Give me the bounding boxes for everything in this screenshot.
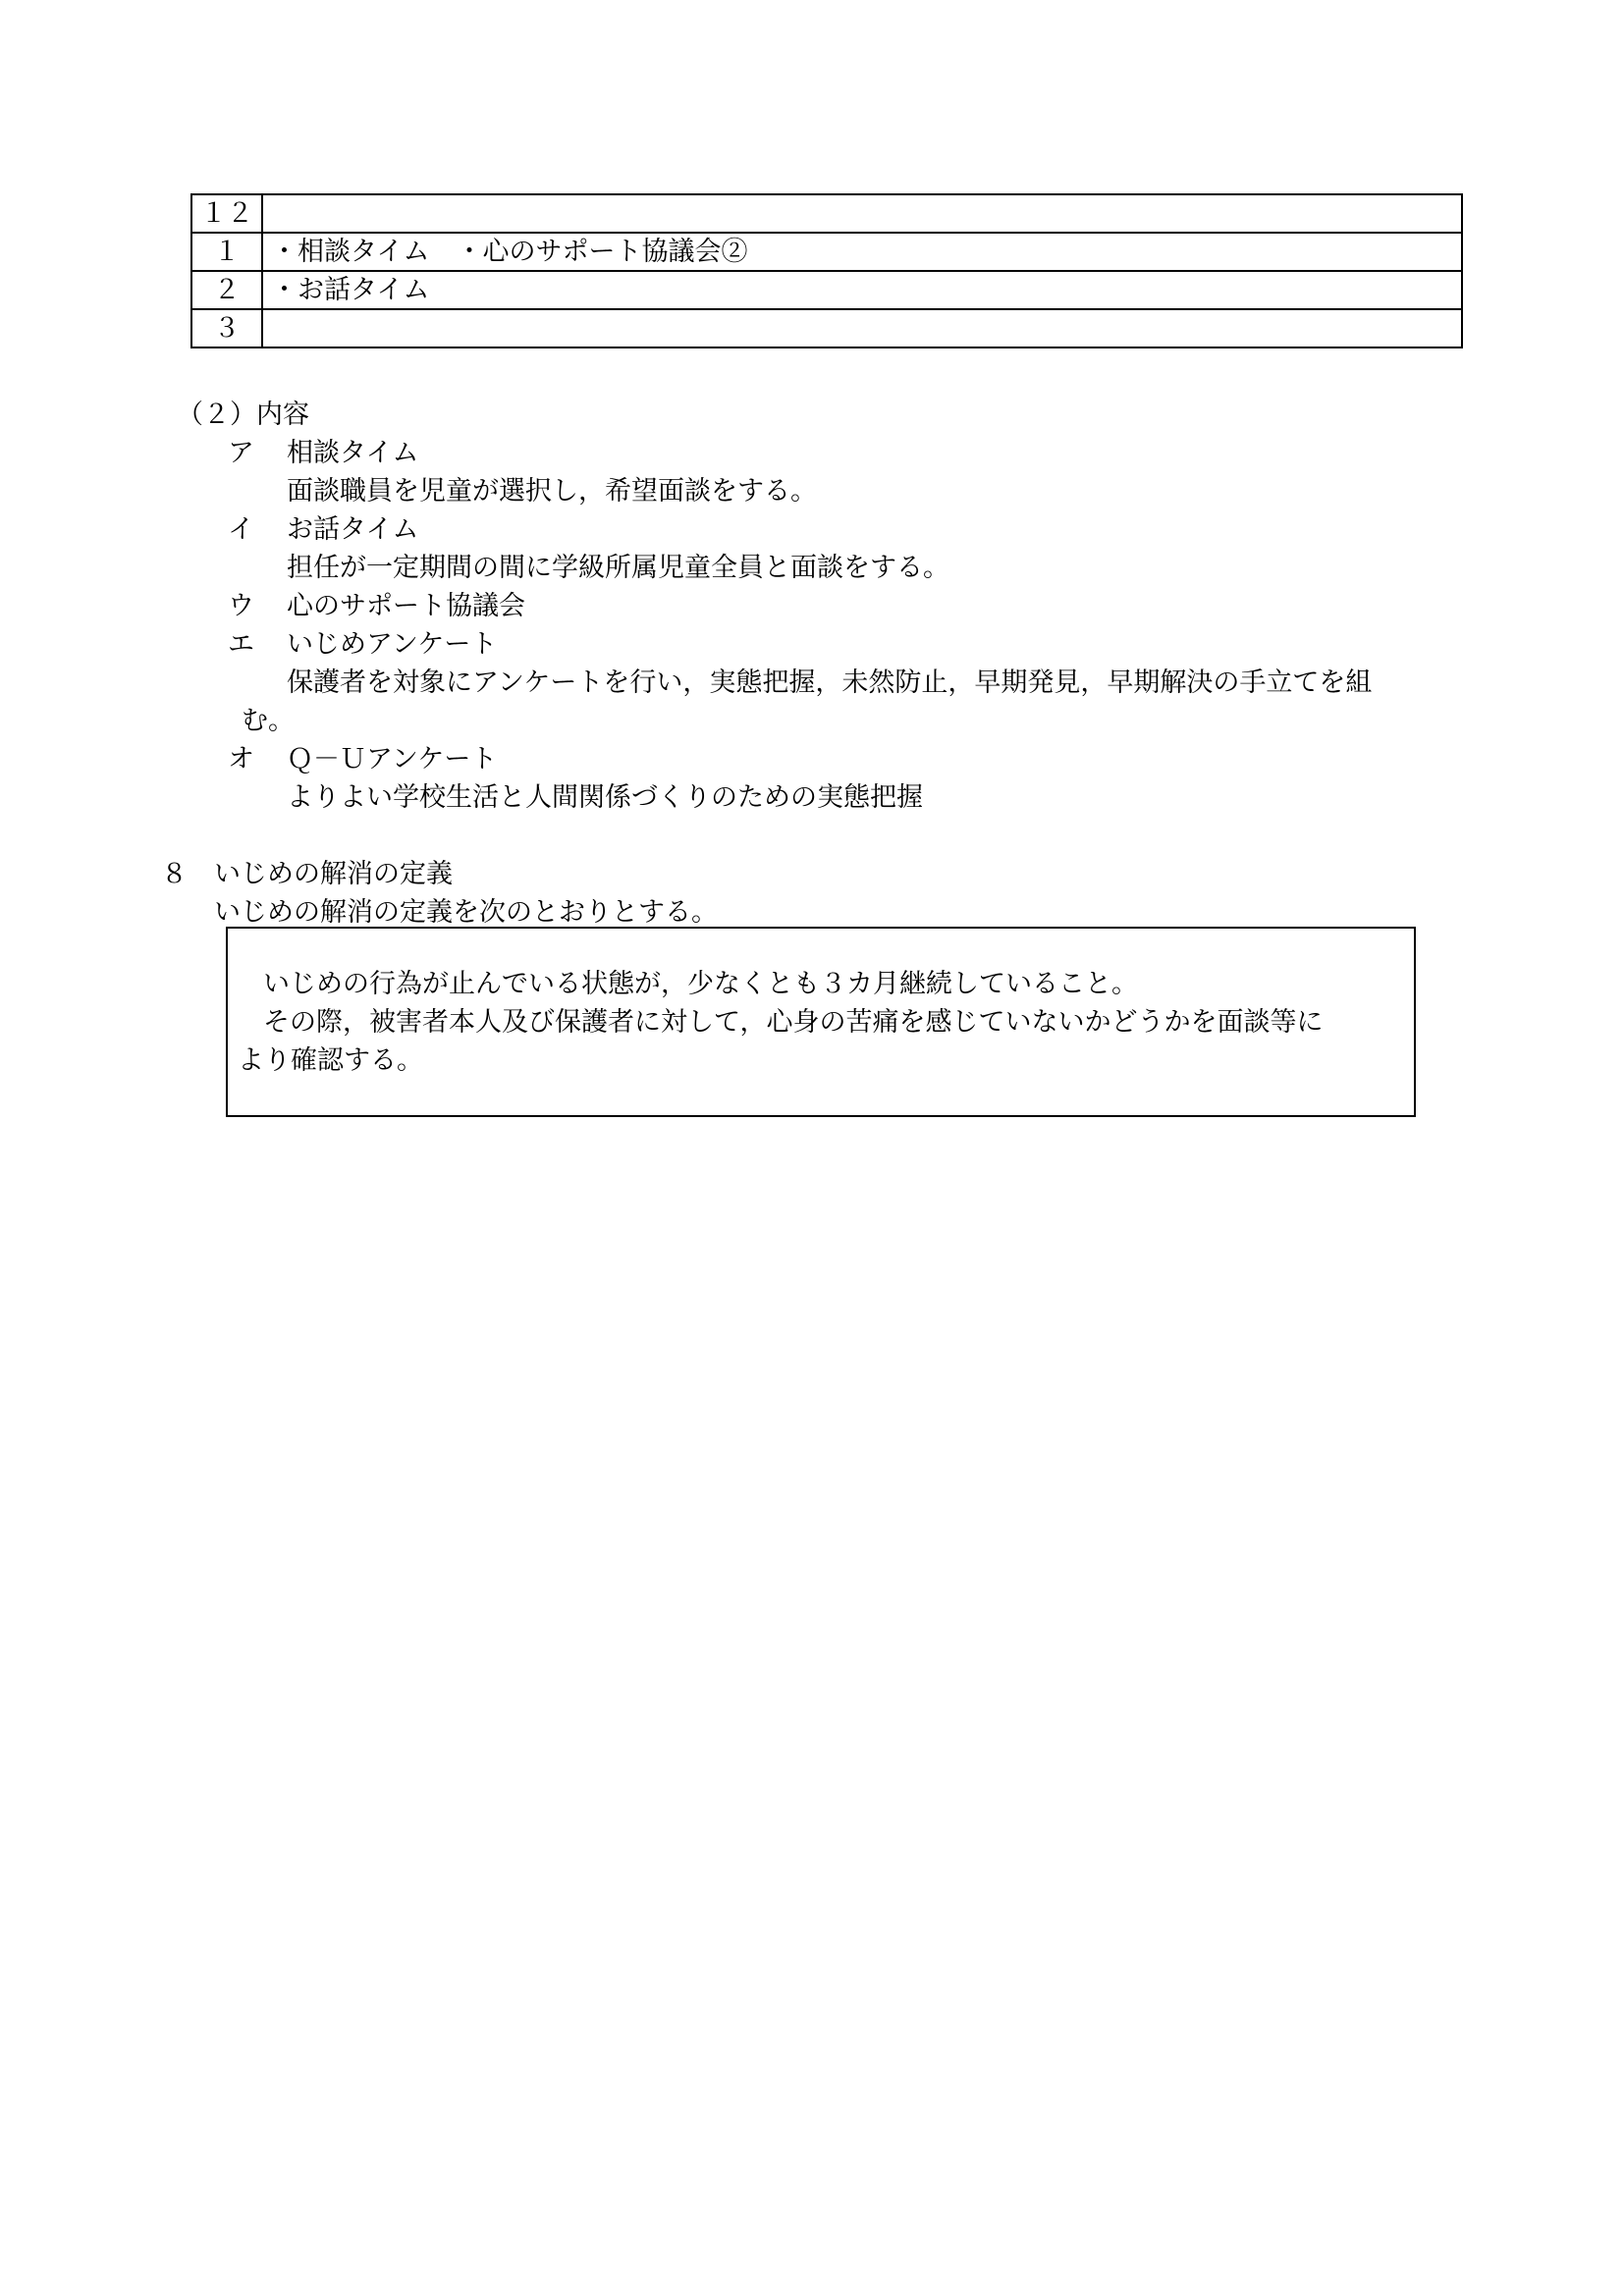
table-row <box>191 194 1462 233</box>
definition-box <box>226 927 1416 1117</box>
month-cell: １２ <box>191 194 262 233</box>
item-body: 担任が一定期間の間に学級所属児童全員と面談をする。 <box>287 553 949 583</box>
month-cell: １ <box>191 233 262 271</box>
item-body: 面談職員を児童が選択し，希望面談をする。 <box>287 476 817 507</box>
item-title: 心のサポート協議会 <box>287 591 525 621</box>
content-cell: ・相談タイム ・心のサポート協議会② <box>262 233 1462 271</box>
month-cell: ３ <box>191 309 262 347</box>
content-cell: ・お話タイム <box>262 271 1462 309</box>
section-8-number: ８ <box>161 859 188 889</box>
section-8-heading: いじめの解消の定義 <box>214 859 453 889</box>
item-mark: イ <box>228 514 254 545</box>
definition-line: その際，被害者本人及び保護者に対して，心身の苦痛を感じていないかどうかを面談等に <box>263 1007 1324 1038</box>
content-cell <box>262 194 1462 233</box>
item-body: よりよい学校生活と人間関係づくりのための実態把握 <box>287 782 923 813</box>
item-title: いじめアンケート <box>287 629 498 660</box>
item-mark: オ <box>228 744 254 774</box>
item-title: 相談タイム <box>287 438 419 468</box>
item-body-continued: む。 <box>242 706 295 736</box>
table-row <box>191 309 1462 347</box>
item-title: お話タイム <box>287 514 419 545</box>
item-mark: ア <box>228 438 254 468</box>
definition-line: いじめの行為が止んでいる状態が，少なくとも３カ月継続していること。 <box>263 969 1138 999</box>
item-title: Ｑ－Ｕアンケート <box>287 744 498 774</box>
item-mark: ウ <box>228 591 254 621</box>
content-cell <box>262 309 1462 347</box>
schedule-table <box>190 193 1463 348</box>
item-body: 保護者を対象にアンケートを行い，実態把握，未然防止，早期発見，早期解決の手立てを組 <box>287 667 1373 698</box>
table-row <box>191 233 1462 271</box>
definition-line: より確認する。 <box>238 1045 423 1076</box>
section-8-intro: いじめの解消の定義を次のとおりとする。 <box>214 897 718 928</box>
section-2-heading: （２）内容 <box>177 400 309 430</box>
month-cell: ２ <box>191 271 262 309</box>
item-mark: エ <box>228 629 254 660</box>
table-row <box>191 271 1462 309</box>
